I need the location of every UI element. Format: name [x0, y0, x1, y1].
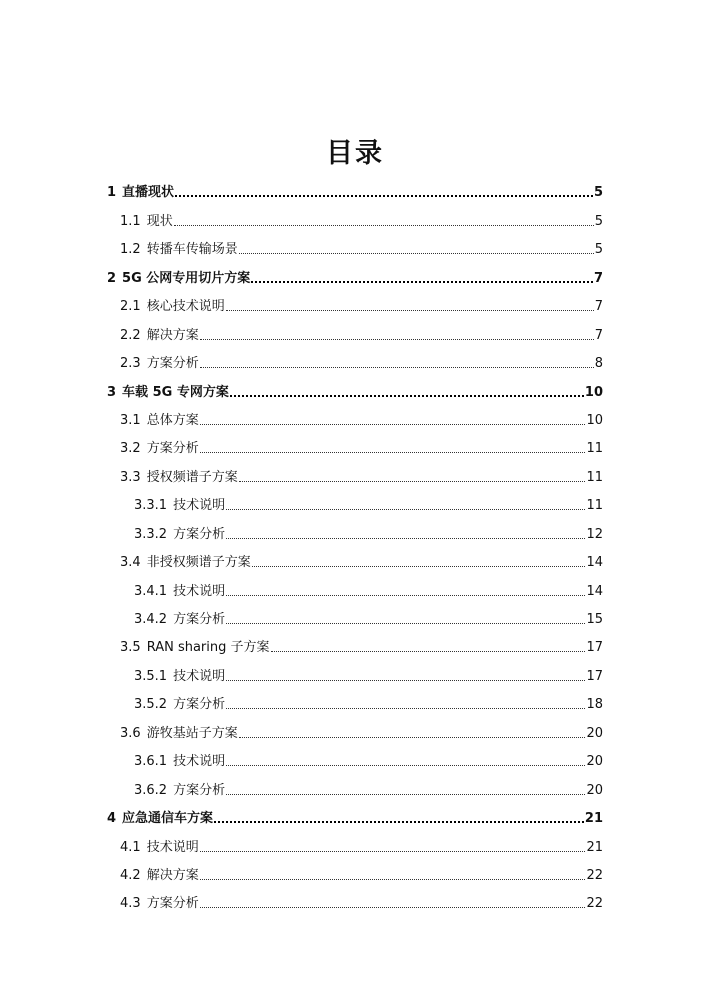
toc-entry-number: 3.4.2	[134, 612, 168, 627]
toc-entry-page-number: 22	[586, 896, 603, 912]
toc-entry-title: 授权频谱子方案	[146, 469, 238, 485]
toc-entry-number: 4.3	[120, 896, 141, 912]
toc-entry-title: 转播车传输场景	[146, 242, 238, 258]
toc-entry-page-number: 11	[586, 498, 603, 514]
toc-entry-number: 1.2	[120, 242, 141, 258]
toc-entry-page-number: 14	[586, 555, 603, 571]
toc-entry-page-number: 5	[594, 242, 603, 258]
toc-entry[interactable]	[107, 688, 603, 716]
toc-entry-title: 技术说明	[173, 498, 226, 514]
toc-entry-page-number: 15	[586, 612, 603, 627]
toc-entry-number: 3.3.2	[134, 526, 168, 542]
toc-entry-number: 3.3	[120, 469, 141, 485]
toc-entry-title: RAN sharing 子方案	[146, 640, 270, 656]
toc-dot-leader	[239, 737, 586, 738]
toc-entry-title: 现状	[146, 213, 173, 229]
toc-dot-leader	[226, 794, 585, 795]
toc-entry-number: 4.2	[120, 867, 141, 883]
toc-entry[interactable]	[107, 261, 603, 289]
toc-entry-number: 3.2	[120, 441, 141, 457]
toc-entry[interactable]	[107, 233, 603, 261]
toc-entry[interactable]	[107, 773, 603, 801]
toc-entry-title: 非授权频谱子方案	[146, 555, 251, 571]
toc-entry-page-number: 11	[586, 441, 603, 457]
toc-dot-leader	[239, 253, 594, 254]
toc-dot-leader	[226, 765, 585, 766]
toc-entry-number: 3.4.1	[134, 583, 168, 599]
toc-dot-leader	[226, 595, 585, 596]
toc-entry[interactable]	[107, 546, 603, 574]
toc-dot-leader	[226, 680, 585, 681]
toc-entry-page-number: 5	[593, 185, 603, 201]
toc-entry-number: 3.5.2	[134, 697, 168, 713]
toc-entry[interactable]	[107, 347, 603, 375]
toc-entry-page-number: 5	[594, 213, 603, 229]
toc-entry-title: 应急通信车方案	[122, 811, 214, 827]
toc-entry-number: 4	[107, 811, 117, 827]
toc-entry-page-number: 7	[594, 299, 603, 315]
toc-entry-title: 总体方案	[146, 412, 199, 428]
toc-entry-number: 3.1	[120, 412, 141, 428]
toc-dot-leader	[251, 281, 593, 283]
toc-entry-number: 4.1	[120, 839, 141, 855]
toc-list	[107, 176, 603, 915]
toc-entry[interactable]	[107, 517, 603, 545]
toc-entry-page-number: 21	[586, 839, 603, 855]
toc-entry-title: 方案分析	[173, 782, 226, 798]
toc-entry-page-number: 20	[586, 782, 603, 798]
toc-entry-title: 方案分析	[173, 612, 226, 627]
toc-entry[interactable]	[107, 887, 603, 915]
toc-entry-number: 2.1	[120, 299, 141, 315]
toc-entry[interactable]	[107, 631, 603, 659]
toc-dot-leader	[175, 195, 593, 197]
toc-dot-leader	[226, 310, 594, 311]
toc-entry[interactable]	[107, 489, 603, 517]
toc-entry-number: 3	[107, 384, 117, 400]
toc-entry-title: 5G 公网专用切片方案	[122, 270, 251, 286]
toc-entry[interactable]	[107, 830, 603, 858]
toc-entry[interactable]	[107, 290, 603, 318]
toc-dot-leader	[271, 651, 586, 652]
toc-entry[interactable]	[107, 802, 603, 830]
toc-dot-leader	[226, 509, 585, 510]
toc-entry-title: 方案分析	[146, 896, 199, 912]
toc-entry-page-number: 21	[584, 811, 603, 827]
toc-entry-title: 车载 5G 专网方案	[122, 384, 229, 400]
toc-entry-page-number: 12	[586, 526, 603, 542]
toc-entry-page-number: 20	[586, 725, 603, 741]
toc-entry[interactable]	[107, 603, 603, 631]
toc-dot-leader	[200, 879, 586, 880]
toc-entry[interactable]	[107, 318, 603, 346]
toc-title: 目录	[326, 138, 384, 169]
toc-entry-number: 2.3	[120, 356, 141, 372]
toc-dot-leader	[200, 907, 586, 908]
toc-entry-number: 2	[107, 270, 117, 286]
toc-entry-page-number: 20	[586, 754, 603, 770]
toc-entry[interactable]	[107, 745, 603, 773]
toc-entry-number: 3.6	[120, 725, 141, 741]
toc-entry-page-number: 7	[593, 270, 603, 286]
toc-dot-leader	[239, 481, 586, 482]
toc-entry-page-number: 17	[586, 668, 603, 684]
toc-entry-title: 方案分析	[173, 697, 226, 713]
toc-entry[interactable]	[107, 716, 603, 744]
toc-entry[interactable]	[107, 859, 603, 887]
toc-entry-number: 2.2	[120, 327, 141, 343]
toc-dot-leader	[200, 452, 586, 453]
toc-dot-leader	[200, 339, 594, 340]
toc-entry[interactable]	[107, 574, 603, 602]
toc-entry[interactable]	[107, 404, 603, 432]
toc-entry-number: 3.5	[120, 640, 141, 656]
toc-entry-title: 技术说明	[173, 668, 226, 684]
toc-entry-number: 1	[107, 185, 117, 201]
toc-entry[interactable]	[107, 375, 603, 403]
toc-entry-page-number: 8	[594, 356, 603, 372]
toc-entry-number: 1.1	[120, 213, 141, 229]
toc-entry-number: 3.3.1	[134, 498, 168, 514]
toc-dot-leader	[214, 821, 584, 823]
toc-entry[interactable]	[107, 204, 603, 232]
toc-entry-title: 核心技术说明	[146, 299, 225, 315]
toc-entry-number: 3.4	[120, 555, 141, 571]
toc-dot-leader	[226, 623, 585, 624]
toc-entry-page-number: 17	[586, 640, 603, 656]
toc-dot-leader	[200, 424, 586, 425]
toc-entry-title: 方案分析	[173, 526, 226, 542]
toc-entry[interactable]	[107, 460, 603, 488]
toc-entry-title: 解决方案	[146, 327, 199, 343]
toc-entry-page-number: 18	[586, 697, 603, 713]
toc-entry-page-number: 14	[586, 583, 603, 599]
toc-entry-page-number: 7	[594, 327, 603, 343]
toc-dot-leader	[226, 708, 585, 709]
toc-entry-title: 技术说明	[173, 583, 226, 599]
toc-dot-leader	[200, 367, 594, 368]
toc-entry-title: 技术说明	[173, 754, 226, 770]
toc-entry-page-number: 10	[584, 384, 603, 400]
toc-entry-page-number: 10	[586, 412, 603, 428]
toc-dot-leader	[252, 566, 586, 567]
toc-entry-number: 3.6.2	[134, 782, 168, 798]
toc-entry-title: 游牧基站子方案	[146, 725, 238, 741]
toc-entry-page-number: 22	[586, 867, 603, 883]
toc-entry-title: 解决方案	[146, 867, 199, 883]
toc-entry[interactable]	[107, 432, 603, 460]
toc-entry-number: 3.6.1	[134, 754, 168, 770]
toc-entry[interactable]	[107, 176, 603, 204]
toc-entry-title: 直播现状	[122, 185, 175, 201]
toc-entry-page-number: 11	[586, 469, 603, 485]
toc-entry-title: 方案分析	[146, 441, 199, 457]
toc-entry-number: 3.5.1	[134, 668, 168, 684]
toc-dot-leader	[230, 395, 584, 397]
toc-entry[interactable]	[107, 659, 603, 687]
toc-dot-leader	[174, 225, 594, 226]
toc-entry-title: 技术说明	[146, 839, 199, 855]
toc-dot-leader	[200, 851, 586, 852]
toc-dot-leader	[226, 538, 585, 539]
toc-entry-title: 方案分析	[146, 356, 199, 372]
